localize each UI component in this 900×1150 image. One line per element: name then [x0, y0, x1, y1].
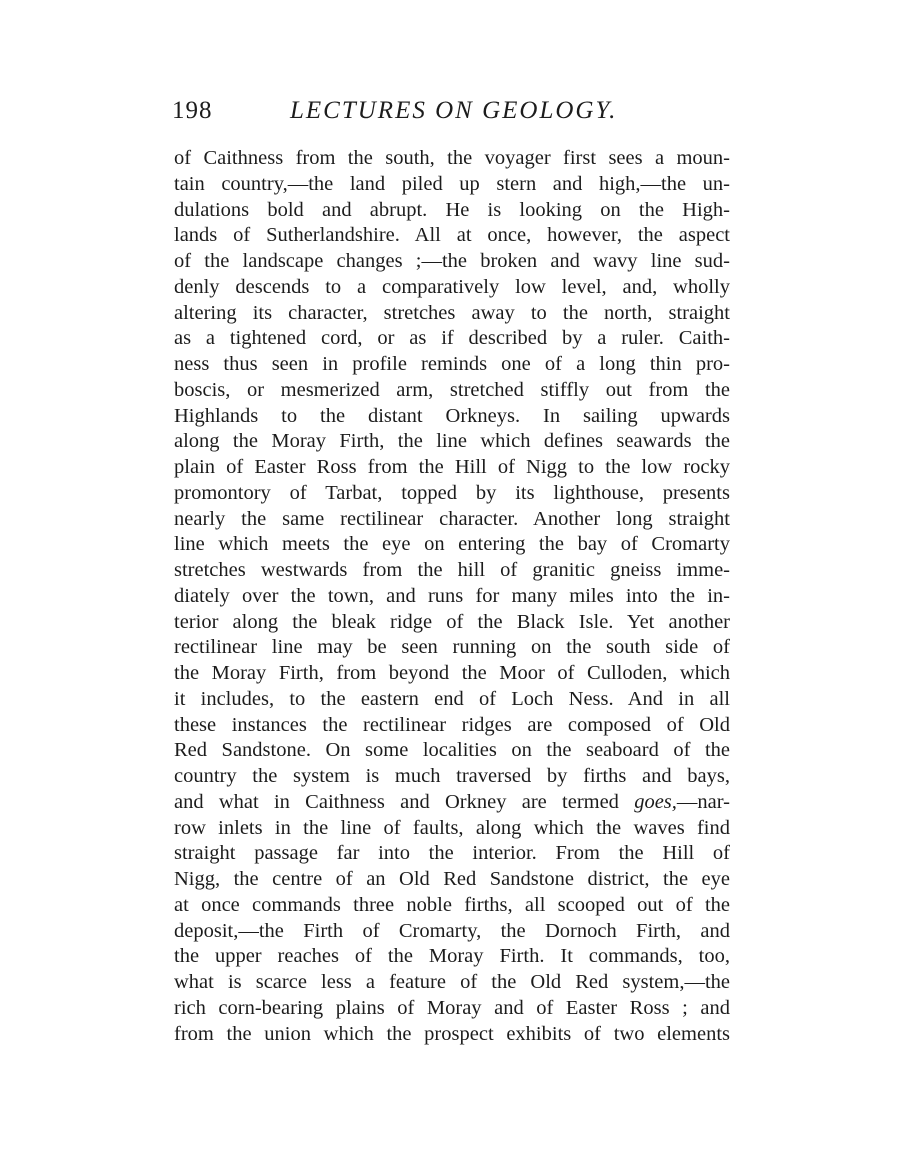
text-line: of Caithness from the south, the voyager first sees a moun- — [174, 147, 730, 169]
text-line: lands of Sutherlandshire. All at once, however, the aspect — [174, 224, 730, 247]
text-line: at once commands three noble firths, all scooped out of the — [174, 893, 730, 916]
text-line: terior along the bleak ridge of the Black Isle. Yet another — [174, 610, 730, 633]
text-line: promontory of Tarbat, topped by its lighthouse, presents — [174, 481, 730, 504]
text-line: as a tightened cord, or as if described by a ruler. Caith- — [174, 327, 730, 350]
text-line: deposit,—the Firth of Cromarty, the Dornoch Firth, and — [174, 919, 730, 942]
text-line: Highlands to the distant Orkneys. In sailing upwards — [174, 404, 730, 427]
text-line: stretches westwards from the hill of granitic gneiss imme- — [174, 559, 730, 581]
text-line: tain country,—the land piled up stern and high,—the un- — [174, 172, 730, 195]
text-line: diately over the town, and runs for many miles into the in- — [174, 584, 730, 607]
body-text — [174, 146, 730, 1047]
italic-word-goes: goes, — [634, 790, 677, 813]
text-line: altering its character, stretches away to the north, straight — [174, 301, 730, 324]
text-line-goes — [174, 790, 730, 816]
text-line: these instances the rectilinear ridges are composed of Old — [174, 713, 730, 736]
text-line: denly descends to a comparatively low level, and, wholly — [174, 275, 730, 298]
text-line: nearly the same rectilinear character. Another long straight — [174, 507, 730, 530]
text-segment: and what in Caithness and Orkney are termed — [174, 790, 635, 813]
text-line: it includes, to the eastern end of Loch Ness. And in all — [174, 687, 730, 710]
text-line: boscis, or mesmerized arm, stretched stiffly out from the — [174, 378, 730, 401]
text-line: ness thus seen in profile reminds one of a long thin pro- — [174, 353, 730, 375]
page-number: 198 — [172, 97, 213, 124]
text-line: the Moray Firth, from beyond the Moor of Culloden, which — [174, 662, 730, 684]
running-title: LECTURES ON GEOLOGY. — [290, 97, 618, 124]
text-line: dulations bold and abrupt. He is looking on the High- — [174, 198, 730, 221]
text-line: what is scarce less a feature of the Old Red system,—the — [174, 971, 730, 993]
text-line: line which meets the eye on entering the bay of Cromarty — [174, 533, 730, 556]
text-line: Nigg, the centre of an Old Red Sandstone district, the eye — [174, 868, 730, 890]
text-line: along the Moray Firth, the line which defines seawards the — [174, 430, 730, 453]
text-line: Red Sandstone. On some localities on the seaboard of the — [174, 739, 730, 762]
text-line: row inlets in the line of faults, along which the waves find — [174, 816, 730, 839]
text-line: plain of Easter Ross from the Hill of Nigg to the low rocky — [174, 456, 730, 478]
text-line: of the landscape changes ;—the broken and wavy line sud- — [174, 250, 730, 272]
text-line: straight passage far into the interior. From the Hill of — [174, 842, 730, 865]
text-line: country the system is much traversed by firths and bays, — [174, 765, 730, 787]
text-line: the upper reaches of the Moray Firth. It commands, too, — [174, 945, 730, 968]
text-segment: —nar- — [676, 790, 730, 813]
text-line: rich corn-bearing plains of Moray and of Easter Ross ; and — [174, 996, 730, 1019]
running-head — [172, 97, 732, 137]
text-line: from the union which the prospect exhibits of two elements — [174, 1022, 730, 1045]
text-line: rectilinear line may be seen running on the south side of — [174, 636, 730, 659]
